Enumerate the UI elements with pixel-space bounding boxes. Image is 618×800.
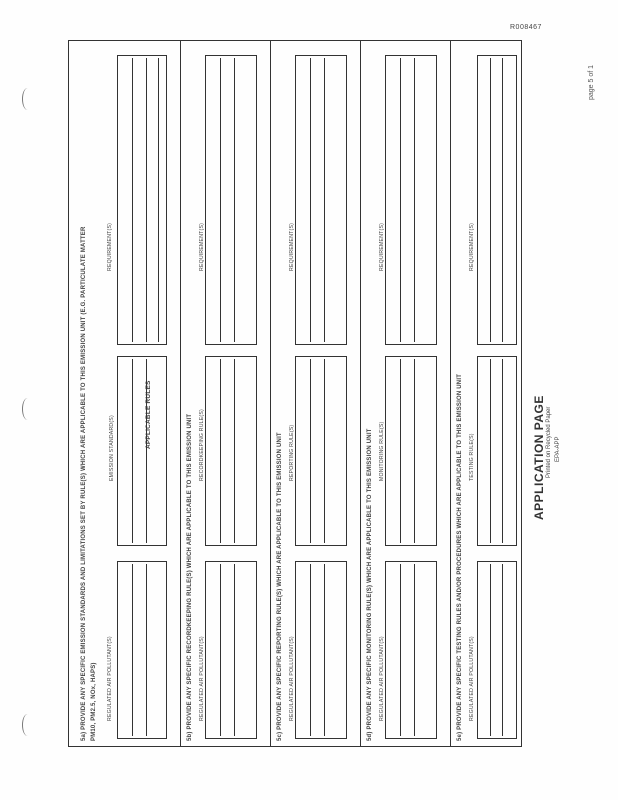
entry-box bbox=[117, 55, 167, 345]
entry-box bbox=[205, 55, 257, 345]
column-header: RECORDKEEPING RULE(S) bbox=[199, 409, 205, 481]
column-header: REGULATED AIR POLLUTANT(S) bbox=[379, 636, 385, 721]
entry-box bbox=[477, 561, 517, 739]
entry-box bbox=[385, 561, 437, 739]
page-number: page 5 of 1 bbox=[588, 64, 595, 100]
question-text: 5c) PROVIDE ANY SPECIFIC REPORTING RULE(S) WHICH ARE APPLICABLE TO THIS EMISSION UNIT bbox=[277, 432, 283, 741]
entry-box bbox=[295, 561, 347, 739]
footer-subtitle: Printed on Recycled Paper bbox=[546, 406, 552, 478]
column-header: EMISSION STANDARD(S) bbox=[109, 415, 115, 481]
column-header: REGULATED AIR POLLUTANT(S) bbox=[469, 636, 475, 721]
entry-box bbox=[205, 561, 257, 739]
entry-box bbox=[295, 356, 347, 546]
column-header: REPORTING RULE(S) bbox=[289, 424, 295, 481]
section-title: APPLICABLE RULES bbox=[145, 380, 152, 449]
question-text: 5e) PROVIDE ANY SPECIFIC TESTING RULES AND/OR PROCEDURES WHICH ARE APPLICABLE TO THIS EMISSION UNIT bbox=[457, 373, 463, 741]
footer-form-code: EPA-APP bbox=[555, 436, 561, 462]
column-header: REGULATED AIR POLLUTANT(S) bbox=[107, 636, 113, 721]
column-header: TESTING RULE(S) bbox=[469, 433, 475, 481]
entry-box bbox=[385, 55, 437, 345]
entry-box bbox=[477, 356, 517, 546]
section-5e bbox=[451, 41, 521, 746]
footer-title: APPLICATION PAGE bbox=[532, 395, 546, 520]
section-5a bbox=[69, 41, 181, 746]
punch-hole-mark bbox=[22, 88, 33, 110]
column-header: REGULATED AIR POLLUTANT(S) bbox=[289, 636, 295, 721]
column-header: REQUIREMENT(S) bbox=[379, 222, 385, 271]
entry-box bbox=[477, 55, 517, 345]
question-text-cont: PM10, PM2.5, NOx, HAPS) bbox=[91, 662, 97, 741]
entry-box bbox=[117, 561, 167, 739]
entry-box bbox=[385, 356, 437, 546]
form-frame bbox=[68, 40, 522, 747]
question-text: 5d) PROVIDE ANY SPECIFIC MONITORING RULE(S) WHICH ARE APPLICABLE TO THIS EMISSION UNIT bbox=[367, 428, 373, 741]
entry-box bbox=[117, 356, 167, 546]
section-5c bbox=[271, 41, 361, 746]
punch-hole-mark bbox=[22, 714, 33, 736]
column-header: REGULATED AIR POLLUTANT(S) bbox=[199, 636, 205, 721]
punch-hole-mark bbox=[22, 398, 33, 420]
section-5b bbox=[181, 41, 271, 746]
question-text: 5a) PROVIDE ANY SPECIFIC EMISSION STANDARDS AND LIMITATIONS SET BY RULE(S) WHICH ARE APPLICABLE TO THIS EMISSION UNIT (E.G. PARTICULATE MATTER bbox=[81, 226, 87, 741]
section-5d bbox=[361, 41, 451, 746]
entry-box bbox=[295, 55, 347, 345]
question-text: 5b) PROVIDE ANY SPECIFIC RECORDKEEPING RULE(S) WHICH ARE APPLICABLE TO THIS EMISSION UNIT bbox=[187, 413, 193, 741]
document-id: R008467 bbox=[510, 24, 542, 31]
column-header: MONITORING RULE(S) bbox=[379, 421, 385, 481]
column-header: REQUIREMENT(S) bbox=[107, 222, 113, 271]
column-header: REQUIREMENT(S) bbox=[199, 222, 205, 271]
column-header: REQUIREMENT(S) bbox=[289, 222, 295, 271]
entry-box bbox=[205, 356, 257, 546]
column-header: REQUIREMENT(S) bbox=[469, 222, 475, 271]
